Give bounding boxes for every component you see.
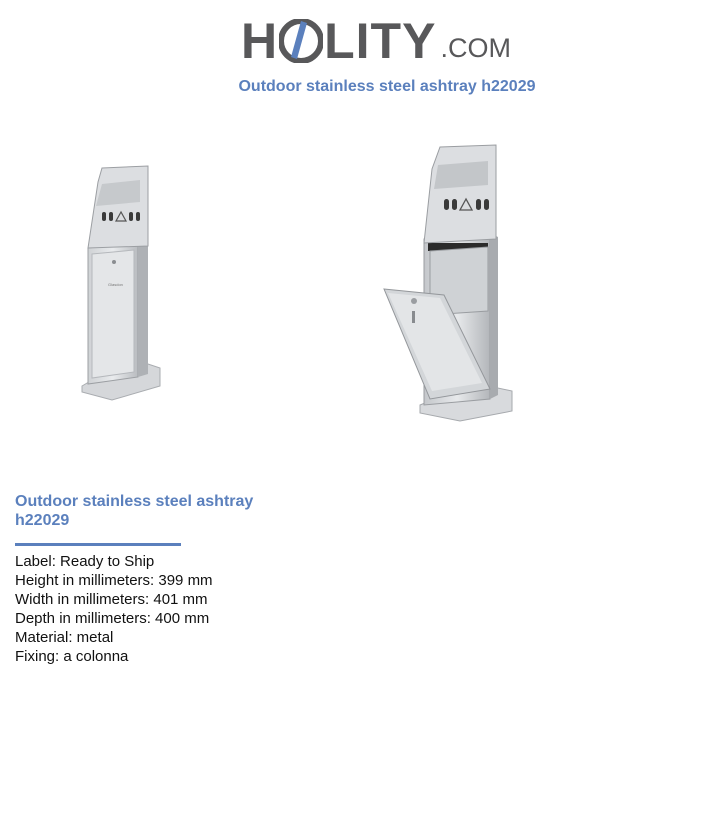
attribute-label: Label: Ready to Ship xyxy=(15,553,155,570)
logo-suffix: .COM xyxy=(440,33,511,63)
logo-o-icon xyxy=(279,19,323,63)
attribute-width: Width in millimeters: 401 mm xyxy=(15,591,208,608)
attribute-height: Height in millimeters: 399 mm xyxy=(15,572,213,589)
page-title: Outdoor stainless steel ashtray h22029 xyxy=(238,78,536,95)
attribute-fixing: Fixing: a colonna xyxy=(15,648,129,665)
logo-wordmark: H LITY xyxy=(241,13,437,69)
title-divider xyxy=(15,543,181,546)
holity-logo[interactable] xyxy=(241,10,511,69)
product-image-closed[interactable] xyxy=(78,162,164,402)
product-info xyxy=(15,492,255,666)
product-image-open[interactable] xyxy=(378,143,518,423)
attribute-material: Material: metal xyxy=(15,629,114,646)
attribute-depth: Depth in millimeters: 400 mm xyxy=(15,610,210,627)
svg-text:Glasdon: Glasdon xyxy=(108,282,123,287)
product-title: Outdoor stainless steel ashtray h22029 xyxy=(15,493,254,529)
